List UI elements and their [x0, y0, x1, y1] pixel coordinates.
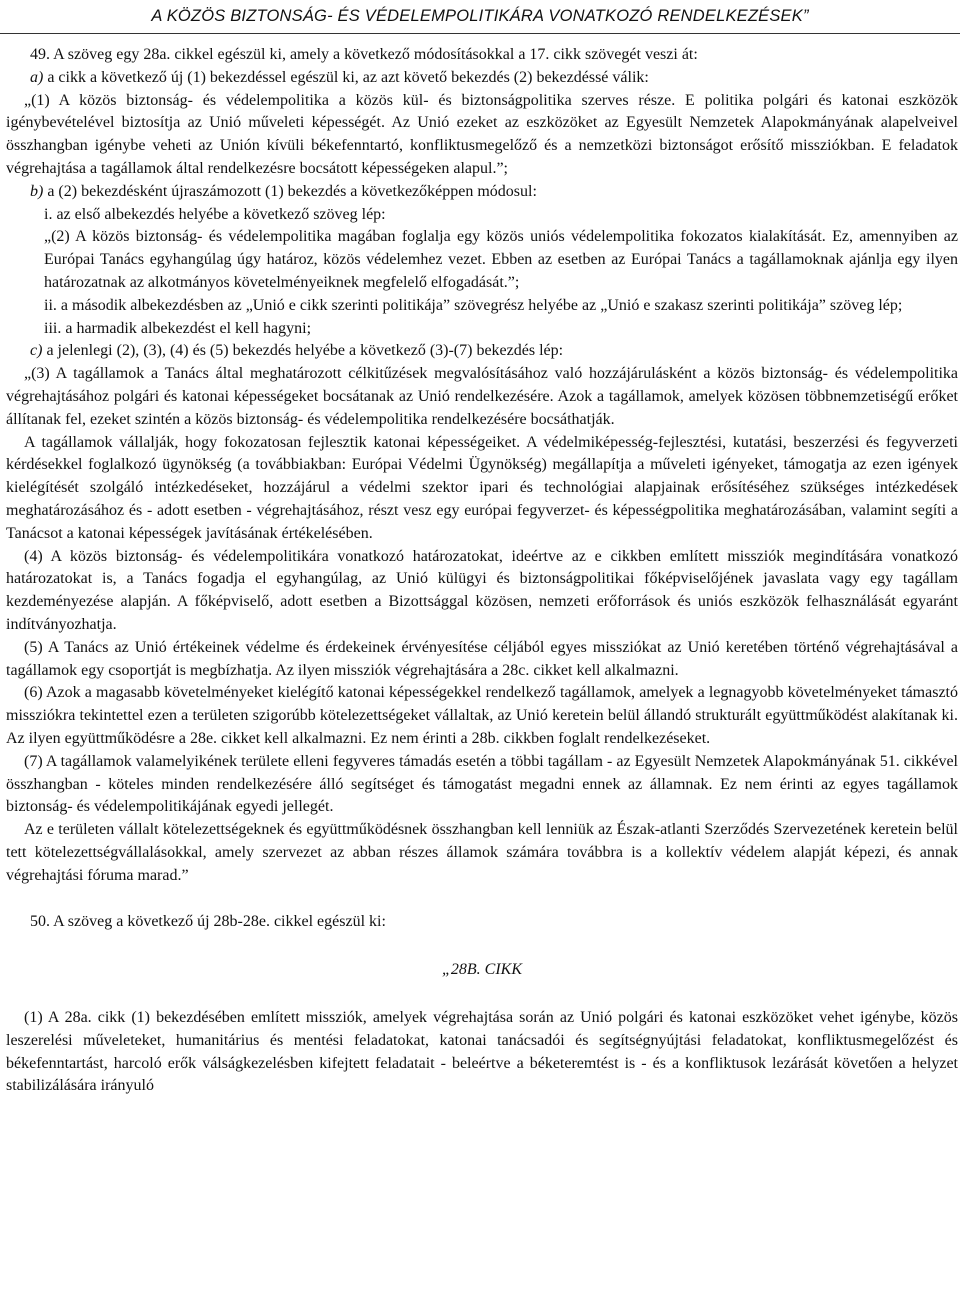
point-a	[6, 67, 958, 90]
point-a-label: a)	[30, 68, 44, 86]
point-c-label: c)	[30, 342, 43, 360]
quote-paragraph-1: „(1) A közös biztonság- és védelempolitika a közös kül- és biztonságpolitika szerves része. E politika polgári és katonai eszközök igénybevételével biztosítja az Unió műveleti képességét. Az Unió ezeket az eszközöket az Egyesült Nemzetek Alapokmányának alapelveivel összhangban igénybe veheti az Unión kívüli békefenntartó, konfliktusmegelőző és a nemzetközi biztonságot erősítő missziókban. E feladatok végrehajtása a tagállamok által rendelkezésre bocsátott képességeken alapul.”;	[6, 91, 958, 177]
quote-paragraph-3: „(3) A tagállamok a Tanács által meghatározott célkitűzések megvalósításához való hozzájárulásként a közös biztonság- és védelempolitika végrehajtásához polgári és katonai képességeket bocsátanak az Unió rendelkezésére. Azok a tagállamok, amelyek közösen többnemzetiségű erőket állítanak fel, ezeket szintén a közös biztonság- és védelempolitika rendelkezésére bocsáthatják.	[6, 365, 958, 428]
quote-paragraph-7b: Az e területen vállalt kötelezettségeknek és együttműködésnek összhangban kell lenniük az Észak-atlanti Szerződés Szervezetének keretein belül tett kötelezettségvállalásokkal, amely szervezet az abban részes államok számára továbbra is a kollektív védelem alapját képezi, és annak végrehajtási fóruma marad.”	[6, 821, 958, 884]
spacer	[6, 982, 958, 1007]
point-b	[6, 181, 958, 204]
point-b-ii: ii. a második albekezdésben az „Unió e cikk szerinti politikája” szövegrész helyébe az „Unió e szakasz szerinti politikája” szöveg lép;	[44, 296, 903, 314]
point-c-text: a jelenlegi (2), (3), (4) és (5) bekezdés helyébe a következő (3)-(7) bekezdés lép:	[42, 342, 564, 360]
quote-paragraph-5: (5) A Tanács az Unió értékeinek védelme és érdekeinek érvényesítése céljából egyes missziókat az Unió keretében történő végrehajtásával a tagállamok egy csoportját is megbízhatja. Az ilyen missziók végrehajtására a 28c. cikket kell alkalmazni.	[6, 638, 958, 679]
quote-paragraph-6: (6) Azok a magasabb követelményeket kielégítő katonai képességekkel rendelkező tagállamok, amelyek a legnagyobb követelményeket támasztó missziókra tekintettel ezen a területen szigorúbb kötelezettségeket vállaltak, az Unió keretein belül állandó strukturált együttműködést alakítanak ki. Az ilyen együttműködésre a 28e. cikket kell alkalmazni. Ez nem érinti a 28b. cikkben foglalt rendelkezéseket.	[6, 684, 958, 747]
point-b-i-quote: „(2) A közös biztonság- és védelempolitika magában foglalja egy közös uniós védelempolitika fokozatos kialakítását. Ez, amennyiben az Európai Tanács egyhangúlag úgy határoz, közös védelemhez vezet. Ebben az esetben az Európai Tanács a tagállamoknak ajánlja egy ilyen határozatnak az alkotmányos követelményeiknek megfelelő elfogadását.”;	[44, 228, 958, 291]
point-b-text: a (2) bekezdésként újraszámozott (1) bekezdés a következőképpen módosul:	[43, 182, 537, 200]
point-a-text: a cikk a következő új (1) bekezdéssel egészül ki, az azt követő bekezdés (2) bekezdéssé válik:	[43, 68, 649, 86]
point-b-label: b)	[30, 182, 44, 200]
quote-paragraph-3b: A tagállamok vállalják, hogy fokozatosan fejlesztik katonai képességeiket. A védelmiképesség-fejlesztési, kutatási, beszerzési és fegyverzeti kérdésekkel foglalkozó ügynökség (a továbbiakban: Európai Védelmi Ügynökség) megállapítja a műveleti igényeket, támogatja az ezen igények kielégítését szolgáló intézkedéseket, hozzájárul a védelmi szektor ipari és technológiai alapjainak erősítéséhez szükséges intézkedések meghatározásához és - adott esetben - végrehajtásához, részt vesz egy európai fegyverzet- és képességpolitika meghatározásában, valamint segíti a Tanácsot a katonai képességek javításának értékelésében.	[6, 433, 958, 542]
article-28b-paragraph-1: (1) A 28a. cikk (1) bekezdésében említett missziók, amelyek végrehajtása során az Unió polgári és katonai eszközöket vehet igénybe, közös leszerelési műveleteket, humanitárius és mentési feladatokat, katonai tanácsadói és segítségnyújtási feladatokat, konfliktusmegelőzést és békefenntartást, harcoló erők válságkezelésben kifejtett feladatait - beleértve a béketeremtést is - és a konfliktusok lezárását követően a helyzet stabilizálására irányuló	[6, 1009, 958, 1095]
paragraph-50: 50. A szöveg a következő új 28b-28e. cikkel egészül ki:	[30, 913, 386, 931]
document-body	[6, 44, 958, 1098]
point-b-i: i. az első albekezdés helyébe a következő szöveg lép:	[44, 205, 386, 223]
header-rule	[0, 33, 960, 34]
article-28b-title: „28B. CIKK	[441, 961, 522, 979]
paragraph-49: 49. A szöveg egy 28a. cikkel egészül ki, amely a következő módosításokkal a 17. cikk szövegét veszi át:	[30, 46, 698, 63]
spacer	[6, 934, 958, 959]
spacer	[6, 887, 958, 911]
running-header: A KÖZÖS BIZTONSÁG- ÉS VÉDELEMPOLITIKÁRA VONATKOZÓ RENDELKEZÉSEK”	[151, 7, 809, 25]
quote-paragraph-7: (7) A tagállamok valamelyikének területe elleni fegyveres támadás esetén a többi tagállam - az Egyesült Nemzetek Alapokmányának 51. cikkével összhangban - köteles minden rendelkezésére álló segítséget és támogatást megadni ennek az államnak. Ez nem érinti az egyes tagállamok biztonság- és védelempolitikájának egyedi jellegét.	[6, 752, 958, 816]
point-c	[6, 340, 958, 363]
quote-paragraph-4: (4) A közös biztonság- és védelempolitikára vonatkozó határozatokat, ideértve az e cikkben említett missziók megindítására vonatkozó határozatokat is, a Tanács fogadja el egyhangúlag, az Unió külügyi és biztonságpolitikai főképviselőjének javaslata vagy egy tagállam kezdeményezése alapján. A főképviselő, adott esetben a Bizottsággal közösen, nemzeti erőforrások és uniós eszközök felhasználását egyaránt indítványozhatja.	[6, 547, 958, 633]
point-b-iii: iii. a harmadik albekezdést el kell hagyni;	[44, 319, 312, 337]
